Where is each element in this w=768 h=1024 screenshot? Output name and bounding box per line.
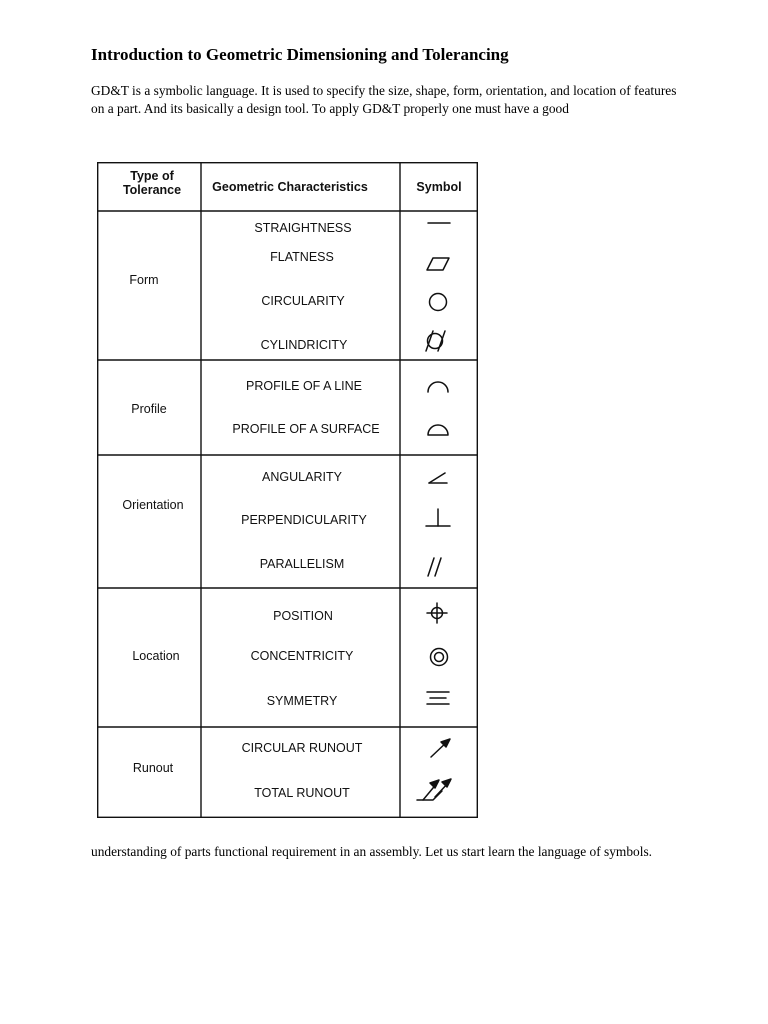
- characteristic-parallelism: PARALLELISM: [259, 557, 345, 571]
- profile-line-icon: [428, 382, 448, 392]
- type-label-orientation: Orientation: [122, 498, 184, 512]
- circularity-icon: [430, 294, 447, 311]
- position-icon: [427, 603, 447, 623]
- cylindricity-icon: [426, 331, 445, 351]
- characteristic-perpendicularity: PERPENDICULARITY: [241, 513, 367, 527]
- flatness-icon: [427, 258, 449, 270]
- document-title: Introduction to Geometric Dimensioning and Tolerancing: [91, 45, 509, 64]
- total-runout-icon: [417, 779, 451, 800]
- characteristic-total-runout: TOTAL RUNOUT: [254, 786, 350, 800]
- header-type-line1: Type of: [130, 169, 174, 183]
- type-label-location: Location: [132, 649, 180, 663]
- symmetry-icon: [427, 692, 449, 704]
- characteristic-cylindricity: CYLINDRICITY: [260, 338, 348, 352]
- type-label-runout: Runout: [132, 761, 174, 775]
- intro-paragraph: GD&T is a symbolic language. It is used to specify the size, shape, form, orientation, and location of features on a part. And its basically a design tool. To apply GD&T properly one must have a good: [91, 83, 677, 116]
- characteristic-circular-runout: CIRCULAR RUNOUT: [241, 741, 363, 755]
- characteristic-symmetry: SYMMETRY: [266, 694, 338, 708]
- header-characteristics: Geometric Characteristics: [212, 180, 368, 194]
- perpendicularity-icon: [426, 509, 450, 526]
- characteristic-straightness: STRAIGHTNESS: [254, 221, 352, 235]
- concentricity-icon: [431, 649, 448, 666]
- type-label-form: Form: [129, 273, 159, 287]
- closing-paragraph: understanding of parts functional requirement in an assembly. Let us start learn the language of symbols.: [91, 844, 653, 859]
- angularity-icon: [429, 473, 447, 483]
- circular-runout-icon: [431, 739, 450, 757]
- characteristic-angularity: ANGULARITY: [262, 470, 342, 484]
- characteristic-concentricity: CONCENTRICITY: [250, 649, 354, 663]
- characteristic-flatness: FLATNESS: [270, 250, 334, 264]
- characteristic-circularity: CIRCULARITY: [261, 294, 345, 308]
- characteristic-position: POSITION: [273, 609, 333, 623]
- parallelism-icon: [428, 558, 441, 576]
- profile-surface-icon: [428, 425, 448, 435]
- characteristic-profile-surface: PROFILE OF A SURFACE: [232, 422, 380, 436]
- header-symbol: Symbol: [416, 180, 462, 194]
- characteristic-profile-line: PROFILE OF A LINE: [245, 379, 363, 393]
- type-label-profile: Profile: [131, 402, 167, 416]
- header-type-line2: Tolerance: [122, 183, 182, 197]
- gdt-symbols-table: [97, 162, 478, 818]
